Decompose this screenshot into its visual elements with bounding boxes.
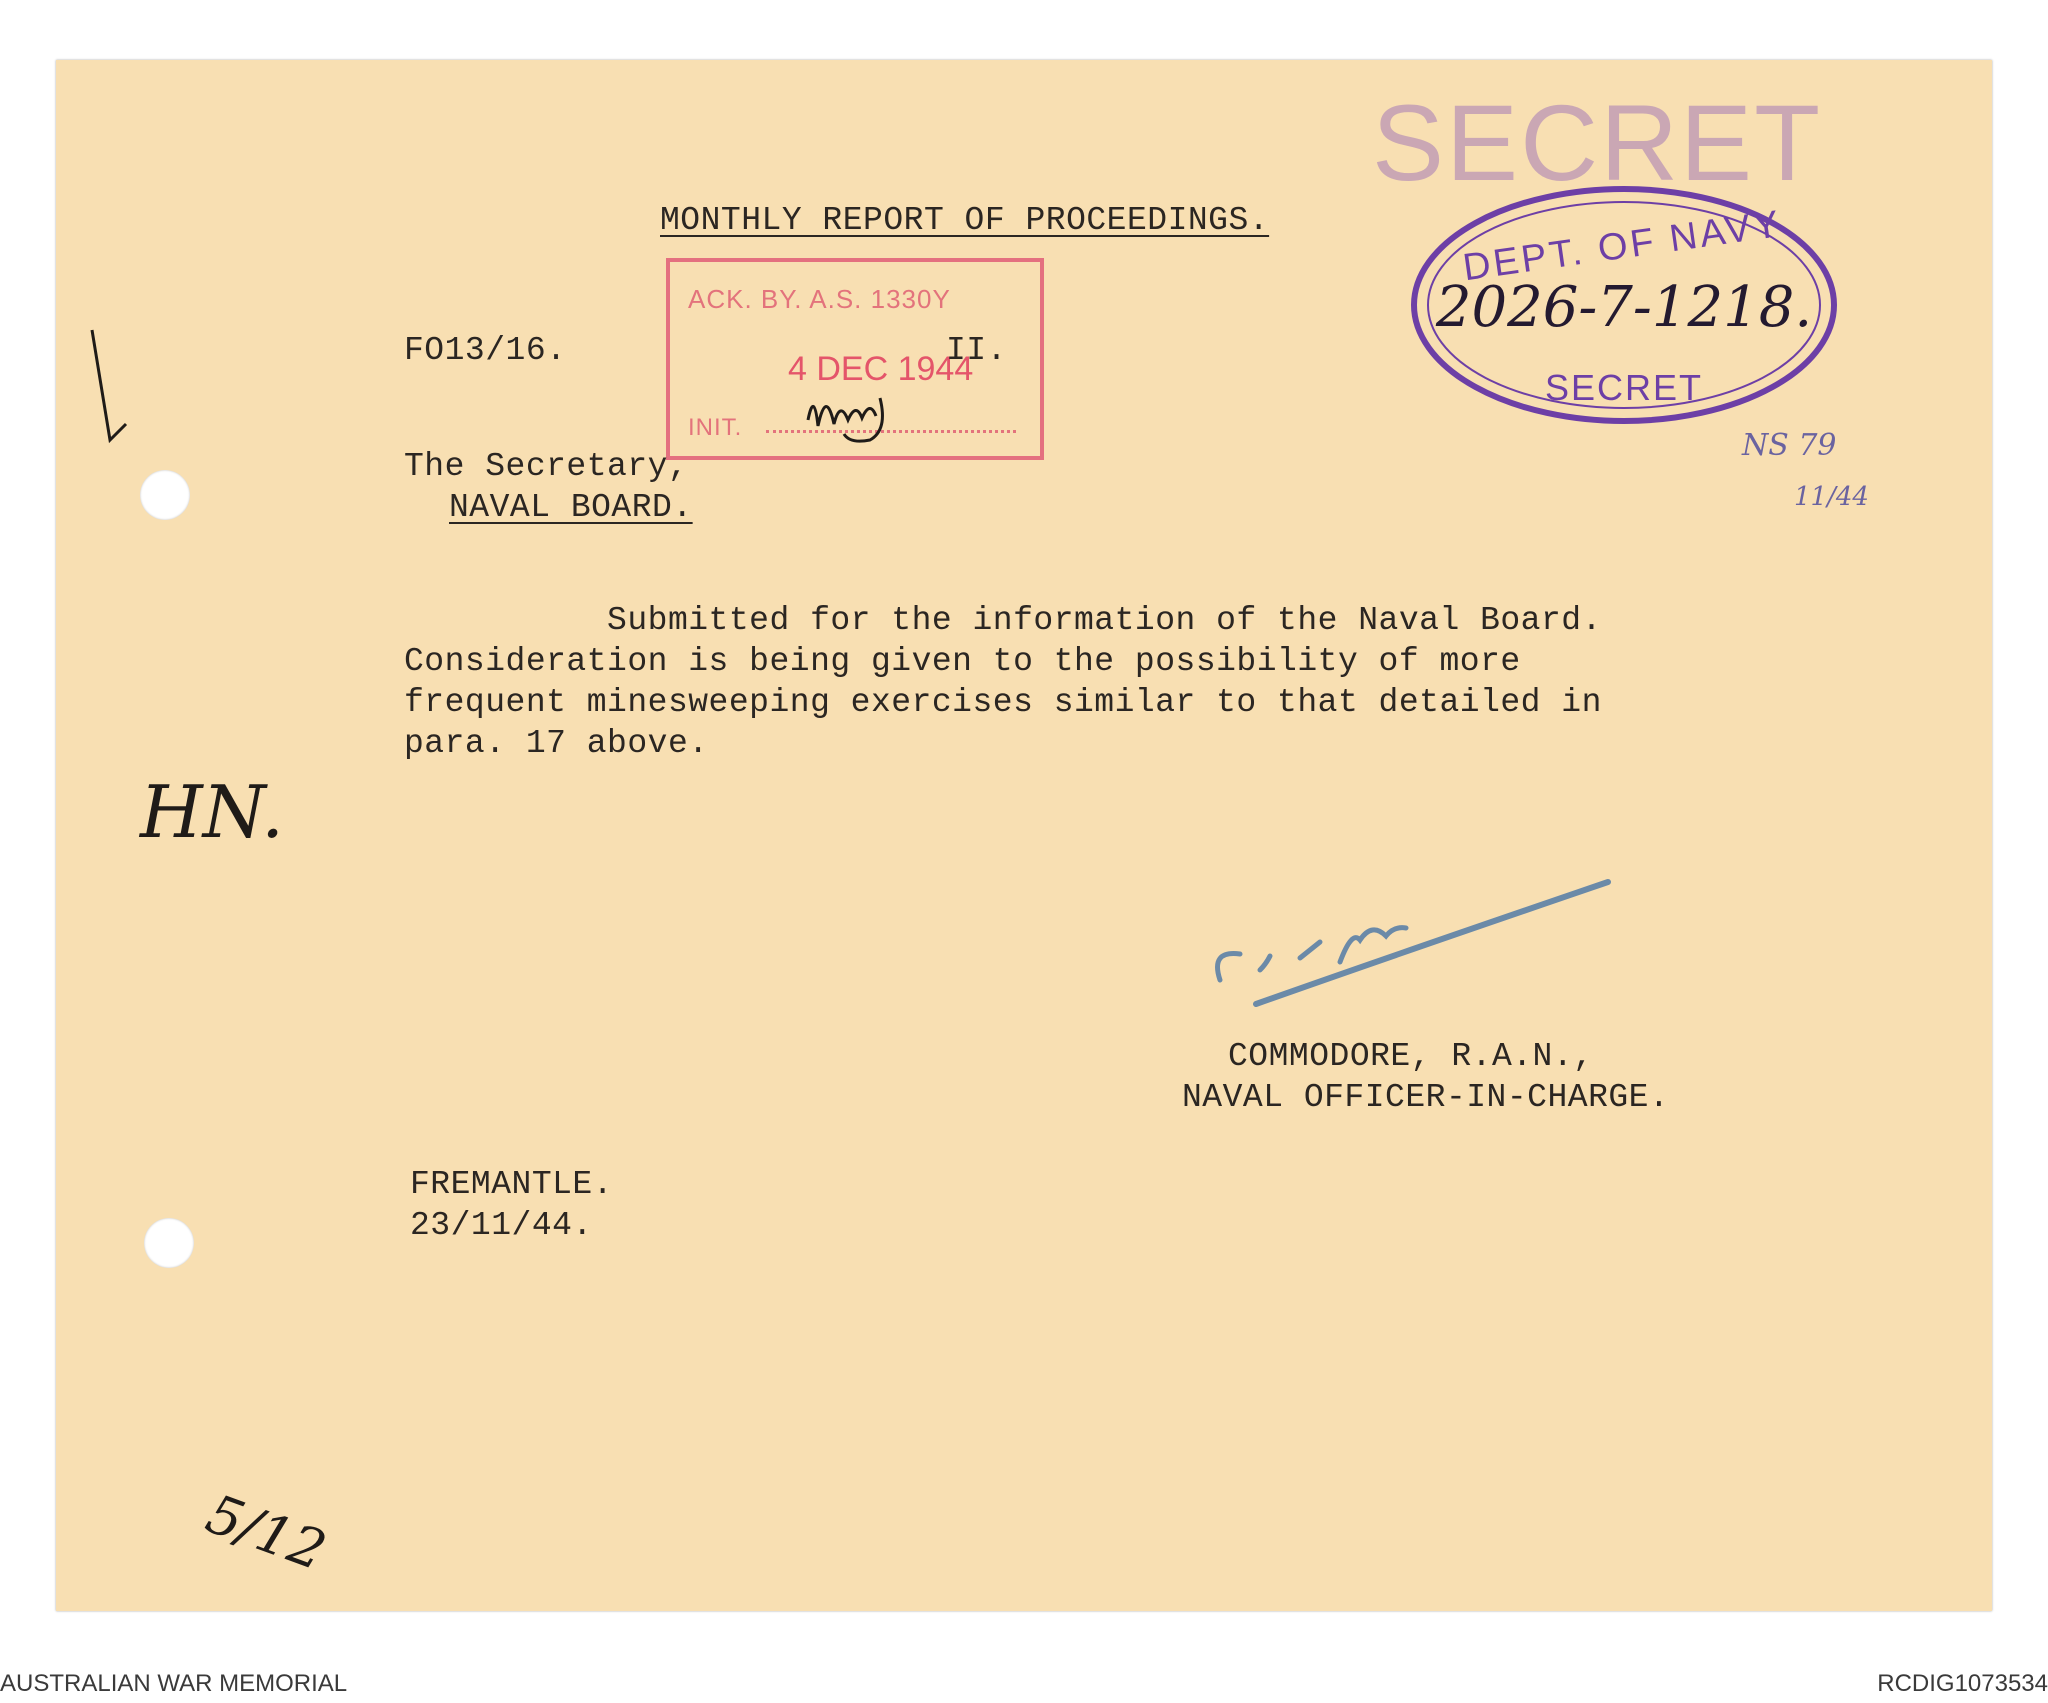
ack-stamp-date: 4 DEC 1944: [788, 350, 974, 388]
punch-hole-top: [140, 470, 190, 520]
body-line-4: para. 17 above.: [404, 725, 709, 762]
initials-annotation: HN.: [140, 770, 285, 854]
checkmark-icon: [80, 320, 140, 460]
signature-title: NAVAL OFFICER-IN-CHARGE.: [1182, 1079, 1670, 1116]
section-number: II.: [946, 332, 1007, 369]
dept-of-navy-stamp: [1404, 180, 1844, 430]
punch-hole-bottom: [144, 1218, 194, 1268]
document-title: MONTHLY REPORT OF PROCEEDINGS.: [660, 202, 1270, 239]
date: 23/11/44.: [410, 1207, 593, 1244]
navy-stamp-bottom-text: SECRET: [1544, 367, 1704, 408]
addressee-line1: The Secretary,: [404, 448, 689, 485]
secret-stamp: SECRET: [1372, 82, 1823, 203]
ack-stamp-init-label: INIT.: [688, 414, 743, 441]
init-signature-icon: [800, 380, 920, 450]
signature-icon: [1200, 870, 1620, 1020]
navy-stamp-top-text: DEPT. OF NAVY: [1460, 202, 1785, 290]
ack-stamp-line: ACK. BY. A.S. 1330Y: [688, 284, 951, 314]
footer-left: AUSTRALIAN WAR MEMORIAL: [0, 1670, 348, 1697]
body-line-2: Consideration is being given to the possibility of more: [404, 643, 1521, 680]
bottom-date-annotation: 5/12: [198, 1482, 334, 1583]
body-line-1: Submitted for the information of the Naval Board.: [404, 602, 1602, 639]
file-reference: FO13/16.: [404, 332, 567, 369]
ref-ns-annotation: NS 79: [1742, 428, 1837, 463]
addressee-line2: NAVAL BOARD.: [449, 489, 693, 526]
signature-rank: COMMODORE, R.A.N.,: [1228, 1038, 1594, 1075]
navy-stamp-number: 2026-7-1218.: [1435, 275, 1813, 340]
ref-fraction-annotation: 11/44: [1794, 482, 1869, 512]
place: FREMANTLE.: [410, 1166, 614, 1203]
footer-right: RCDIG1073534: [1877, 1670, 2048, 1697]
body-line-3: frequent minesweeping exercises similar to that detailed in: [404, 684, 1602, 721]
